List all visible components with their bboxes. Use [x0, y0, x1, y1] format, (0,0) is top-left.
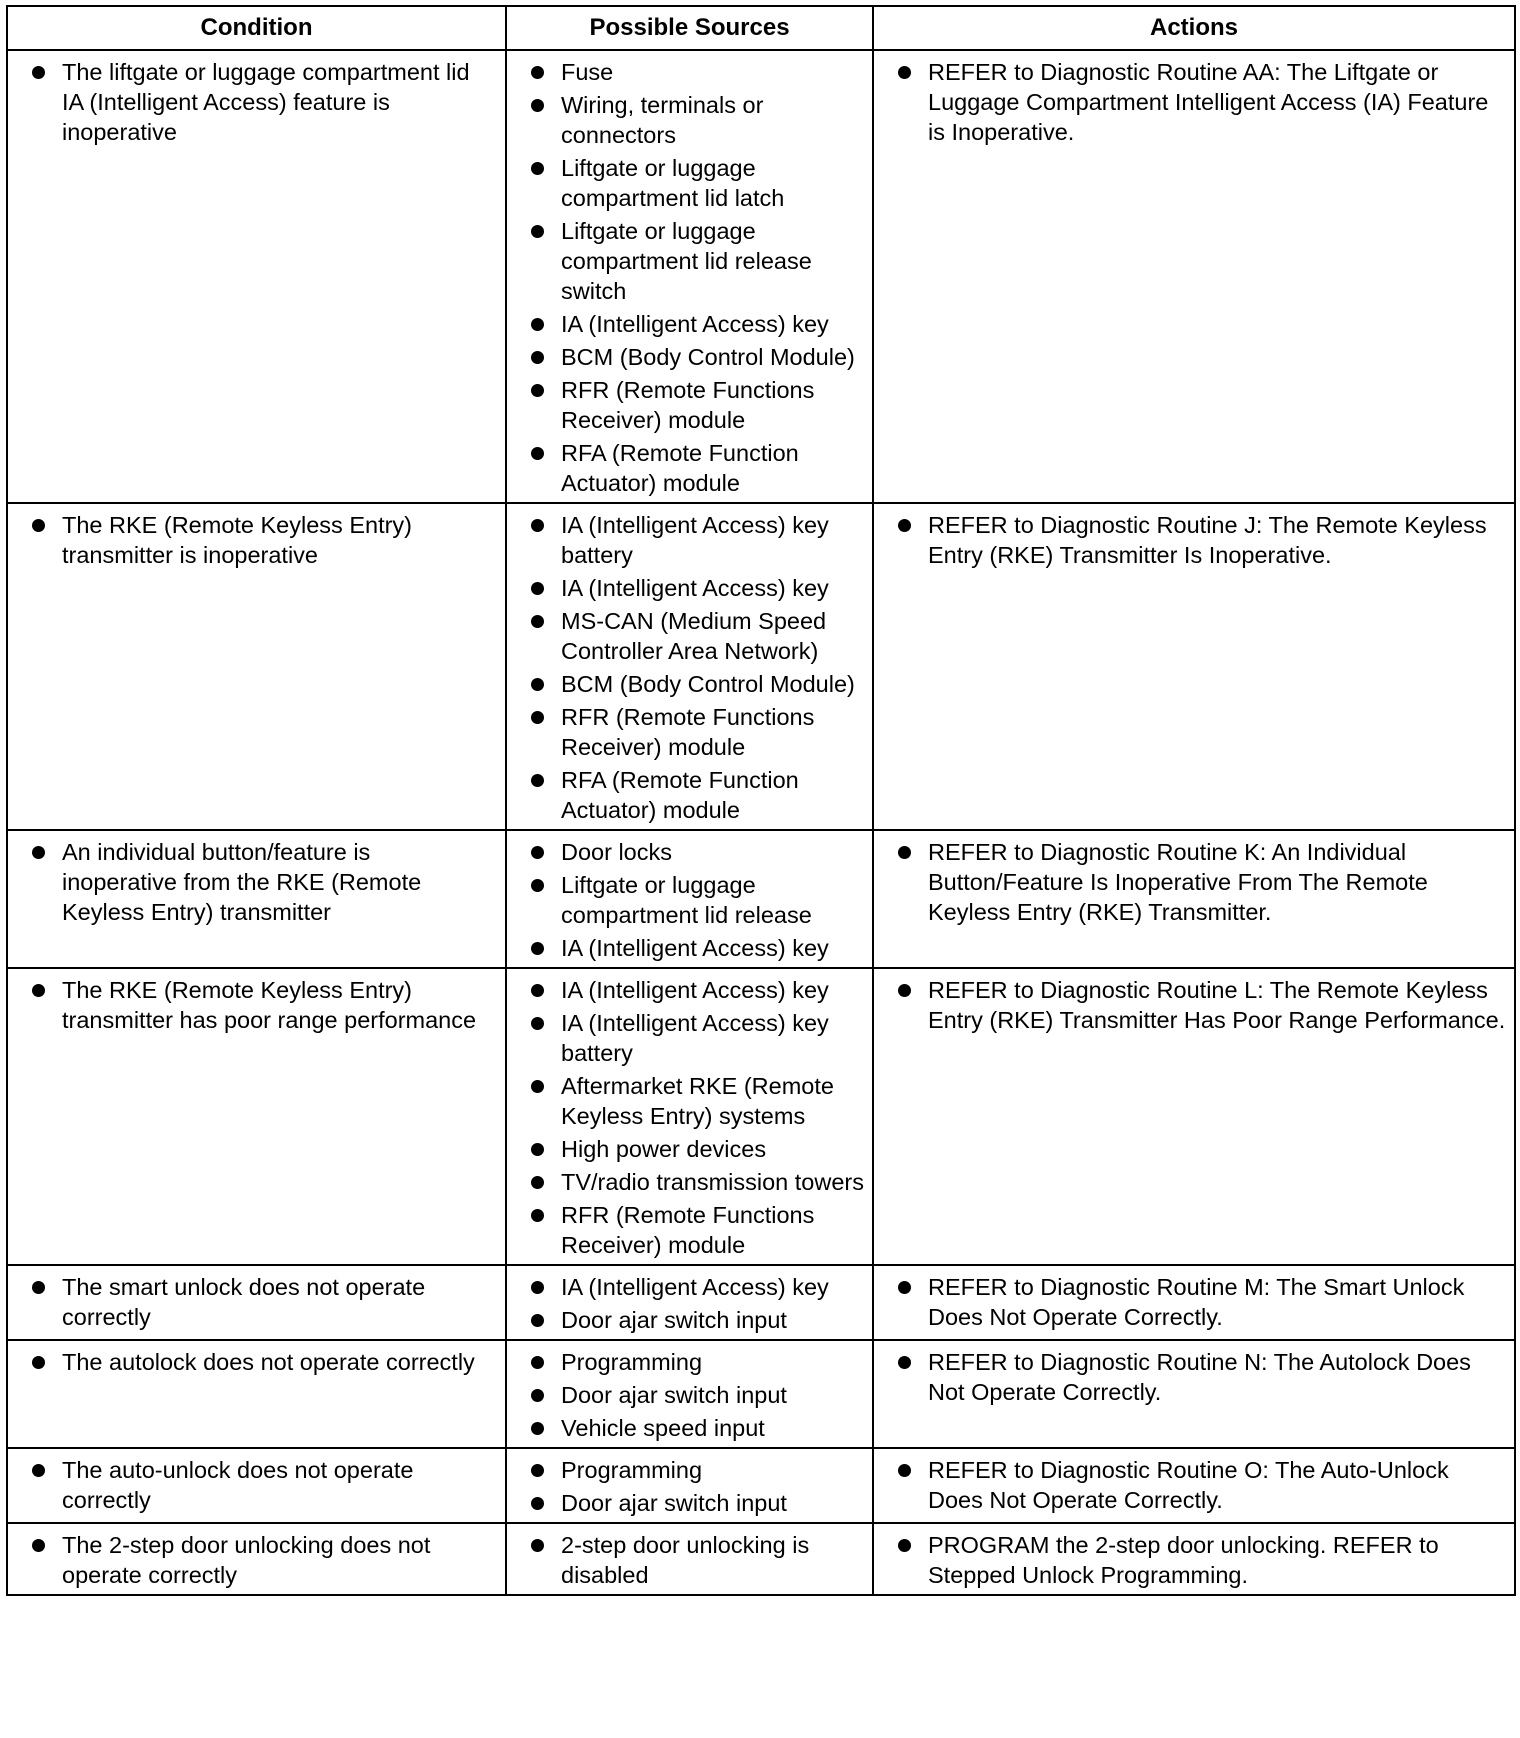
table-body [7, 50, 1515, 1595]
source-item: Door ajar switch input [529, 1488, 866, 1518]
action-list [896, 510, 1508, 570]
source-item: High power devices [529, 1134, 866, 1164]
source-item: Programming [529, 1347, 866, 1377]
source-item: RFR (Remote Functions Receiver) module [529, 1200, 866, 1260]
possible-sources-cell [506, 830, 873, 968]
source-item: IA (Intelligent Access) key [529, 573, 866, 603]
source-item: RFR (Remote Functions Receiver) module [529, 375, 866, 435]
column-header-possible-sources: Possible Sources [506, 6, 873, 50]
source-item: Liftgate or luggage compartment lid release [529, 870, 866, 930]
source-item: IA (Intelligent Access) key [529, 975, 866, 1005]
sources-list [529, 510, 866, 825]
source-item: Programming [529, 1455, 866, 1485]
action-cell [873, 1523, 1515, 1595]
action-text: PROGRAM the 2-step door unlocking. REFER to Stepped Unlock Programming. [896, 1530, 1508, 1590]
source-item: RFR (Remote Functions Receiver) module [529, 702, 866, 762]
condition-list [30, 1347, 499, 1377]
action-text: REFER to Diagnostic Routine M: The Smart Unlock Does Not Operate Correctly. [896, 1272, 1508, 1332]
condition-cell [7, 1265, 506, 1340]
condition-text: The 2-step door unlocking does not operate correctly [30, 1530, 499, 1590]
condition-text: The auto-unlock does not operate correctly [30, 1455, 499, 1515]
condition-text: The RKE (Remote Keyless Entry) transmitter is inoperative [30, 510, 499, 570]
source-item: RFA (Remote Function Actuator) module [529, 438, 866, 498]
possible-sources-cell [506, 1523, 873, 1595]
source-item: Door locks [529, 837, 866, 867]
table-row [7, 1523, 1515, 1595]
action-text: REFER to Diagnostic Routine AA: The Liftgate or Luggage Compartment Intelligent Access (IA) Feature is Inoperative. [896, 57, 1508, 147]
condition-list [30, 1272, 499, 1332]
sources-list [529, 57, 866, 498]
action-cell [873, 1340, 1515, 1448]
source-item: IA (Intelligent Access) key [529, 309, 866, 339]
source-item: Vehicle speed input [529, 1413, 866, 1443]
sources-list [529, 837, 866, 963]
action-cell [873, 503, 1515, 830]
action-list [896, 975, 1508, 1035]
table-row [7, 830, 1515, 968]
condition-cell [7, 1523, 506, 1595]
action-text: REFER to Diagnostic Routine J: The Remote Keyless Entry (RKE) Transmitter Is Inoperative. [896, 510, 1508, 570]
source-item: Liftgate or luggage compartment lid release switch [529, 216, 866, 306]
action-list [896, 1272, 1508, 1332]
possible-sources-cell [506, 1448, 873, 1523]
sources-list [529, 975, 866, 1260]
condition-text: The RKE (Remote Keyless Entry) transmitter has poor range performance [30, 975, 499, 1035]
possible-sources-cell [506, 1340, 873, 1448]
action-cell [873, 1448, 1515, 1523]
column-header-actions: Actions [873, 6, 1515, 50]
sources-list [529, 1272, 866, 1335]
source-item: MS-CAN (Medium Speed Controller Area Network) [529, 606, 866, 666]
action-cell [873, 1265, 1515, 1340]
condition-text: The smart unlock does not operate correctly [30, 1272, 499, 1332]
source-item: Door ajar switch input [529, 1305, 866, 1335]
source-item: BCM (Body Control Module) [529, 342, 866, 372]
sources-list [529, 1530, 866, 1590]
table-row [7, 503, 1515, 830]
source-item: Wiring, terminals or connectors [529, 90, 866, 150]
action-list [896, 837, 1508, 927]
source-item: RFA (Remote Function Actuator) module [529, 765, 866, 825]
condition-cell [7, 968, 506, 1265]
sources-list [529, 1347, 866, 1443]
condition-text: The liftgate or luggage compartment lid IA (Intelligent Access) feature is inoperative [30, 57, 499, 147]
source-item: BCM (Body Control Module) [529, 669, 866, 699]
condition-cell [7, 830, 506, 968]
action-text: REFER to Diagnostic Routine K: An Individual Button/Feature Is Inoperative From The Remote Keyless Entry (RKE) Transmitter. [896, 837, 1508, 927]
source-item: TV/radio transmission towers [529, 1167, 866, 1197]
condition-text: The autolock does not operate correctly [30, 1347, 499, 1377]
action-text: REFER to Diagnostic Routine N: The Autolock Does Not Operate Correctly. [896, 1347, 1508, 1407]
possible-sources-cell [506, 968, 873, 1265]
diagnostic-table [6, 5, 1516, 1596]
source-item: Fuse [529, 57, 866, 87]
action-cell [873, 968, 1515, 1265]
source-item: IA (Intelligent Access) key battery [529, 1008, 866, 1068]
condition-list [30, 975, 499, 1035]
table-row [7, 1340, 1515, 1448]
condition-text: An individual button/feature is inoperative from the RKE (Remote Keyless Entry) transmitter [30, 837, 499, 927]
action-list [896, 1347, 1508, 1407]
condition-list [30, 1530, 499, 1590]
source-item: 2-step door unlocking is disabled [529, 1530, 866, 1590]
condition-cell [7, 503, 506, 830]
table-row [7, 50, 1515, 503]
source-item: Liftgate or luggage compartment lid latch [529, 153, 866, 213]
table-row [7, 1265, 1515, 1340]
column-header-condition: Condition [7, 6, 506, 50]
action-cell [873, 50, 1515, 503]
header-row [7, 6, 1515, 50]
source-item: Door ajar switch input [529, 1380, 866, 1410]
condition-cell [7, 1448, 506, 1523]
table-header [7, 6, 1515, 50]
action-text: REFER to Diagnostic Routine L: The Remote Keyless Entry (RKE) Transmitter Has Poor Range Performance. [896, 975, 1508, 1035]
table-row [7, 968, 1515, 1265]
condition-list [30, 1455, 499, 1515]
table-row [7, 1448, 1515, 1523]
action-list [896, 57, 1508, 147]
source-item: Aftermarket RKE (Remote Keyless Entry) systems [529, 1071, 866, 1131]
possible-sources-cell [506, 503, 873, 830]
condition-list [30, 837, 499, 927]
action-cell [873, 830, 1515, 968]
condition-list [30, 510, 499, 570]
condition-cell [7, 1340, 506, 1448]
condition-list [30, 57, 499, 147]
condition-cell [7, 50, 506, 503]
source-item: IA (Intelligent Access) key [529, 1272, 866, 1302]
action-text: REFER to Diagnostic Routine O: The Auto-Unlock Does Not Operate Correctly. [896, 1455, 1508, 1515]
source-item: IA (Intelligent Access) key [529, 933, 866, 963]
source-item: IA (Intelligent Access) key battery [529, 510, 866, 570]
possible-sources-cell [506, 50, 873, 503]
action-list [896, 1455, 1508, 1515]
action-list [896, 1530, 1508, 1590]
sources-list [529, 1455, 866, 1518]
possible-sources-cell [506, 1265, 873, 1340]
